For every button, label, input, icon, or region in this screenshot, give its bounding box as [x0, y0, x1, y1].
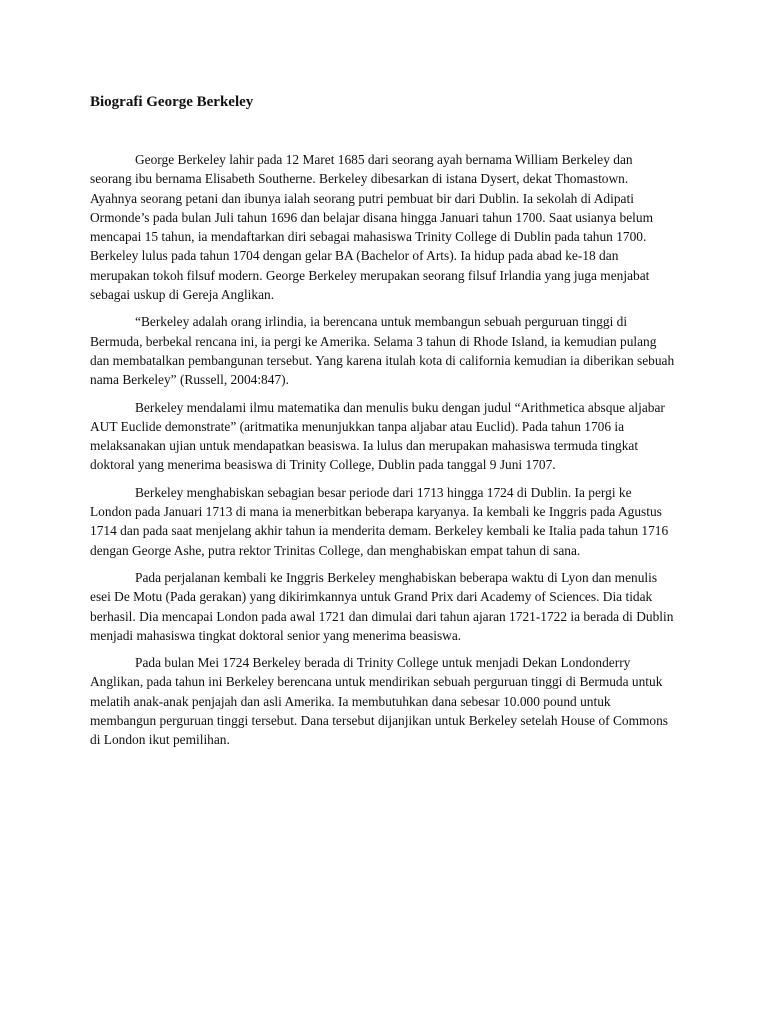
paragraph-quote: “Berkeley adalah orang irlindia, ia berencana untuk membangun sebuah perguruan tinggi di Bermuda, berbekal rencana ini, ia pergi ke Amerika. Selama 3 tahun di Rhode Island, ia kemudian pulang dan membatalkan pembangunan tersebut. Yang karena itulah kota di california kemudian ia diberikan sebuah nama Berkeley” (Russell, 2004:847). — [90, 314, 675, 388]
document-body — [90, 92, 676, 758]
paragraph-bermuda-plan: Pada bulan Mei 1724 Berkeley berada di Trinity College untuk menjadi Dekan Londonderry Anglikan, pada tahun ini Berkeley berencana untuk mendirikan sebuah perguruan tinggi di Bermuda untuk melatih anak-anak penjajah dan asli Amerika. Ia membutuhkan dana sebesar 10.000 pound untuk membangun perguruan tinggi tersebut. Dana tersebut dijanjikan untuk Berkeley setelah House of Commons di London ikut pemilihan. — [90, 655, 669, 748]
paragraph-dublin-period: Berkeley menghabiskan sebagian besar periode dari 1713 hingga 1724 di Dublin. Ia pergi ke London pada Januari 1713 di mana ia menerbitkan beberapa karyanya. Ia kembali ke Inggris pada Agustus 1714 dan pada saat menjelang akhir tahun ia menderita demam. Berkeley kembali ke Italia pada tahun 1716 dengan George Ashe, putra rektor Trinitas College, dan menghabiskan empat tahun di sana. — [90, 484, 669, 558]
paragraph-birth: George Berkeley lahir pada 12 Maret 1685 dari seorang ayah bernama William Berkeley dan seorang ibu bernama Elisabeth Southerne. Berkeley dibesarkan di istana Dysert, dekat Thomastown. Ayahnya seorang petani dan ibunya ialah seorang putri pembuat bir dari Dublin. Ia sekolah di Adipati Ormonde’s pada bulan Juli tahun 1696 dan belajar disana hingga Januari tahun 1700. Saat usianya belum mencapai 15 tahun, ia mendaftarkan diri sebagai mahasiswa Trinity College di Dublin pada tahun 1700. Berkeley lulus pada tahun 1704 dengan gelar BA (Bachelor of Arts). Ia hidup pada abad ke-18 dan merupakan tokoh filsuf modern. George Berkeley merupakan seorang filsuf Irlandia yang juga menjabat sebagai uskup di Gereja Anglikan. — [90, 152, 654, 303]
paragraph-de-motu: Pada perjalanan kembali ke Inggris Berkeley menghabiskan beberapa waktu di Lyon dan menulis esei De Motu (Pada gerakan) yang dikirimkannya untuk Grand Prix dari Academy of Sciences. Dia tidak berhasil. Dia mencapai London pada awal 1721 dan dimulai dari tahun ajaran 1721-1722 ia berada di Dublin menjadi mahasiswa tingkat doktoral senior yang menerima beasiswa. — [90, 569, 674, 643]
paragraph-mathematics: Berkeley mendalami ilmu matematika dan menulis buku dengan judul “Arithmetica absque aljabar AUT Euclide demonstrate” (aritmatika menunjukkan tanpa aljabar atau Euclid). Pada tahun 1706 ia melaksanakan ujian untuk mendapatkan beasiswa. Ia lulus dan merupakan mahasiswa termuda tingkat doktoral yang menerima beasiswa di Trinity College, Dublin pada tanggal 9 Juni 1707. — [90, 399, 665, 473]
document-title: Biografi George Berkeley — [90, 94, 254, 110]
